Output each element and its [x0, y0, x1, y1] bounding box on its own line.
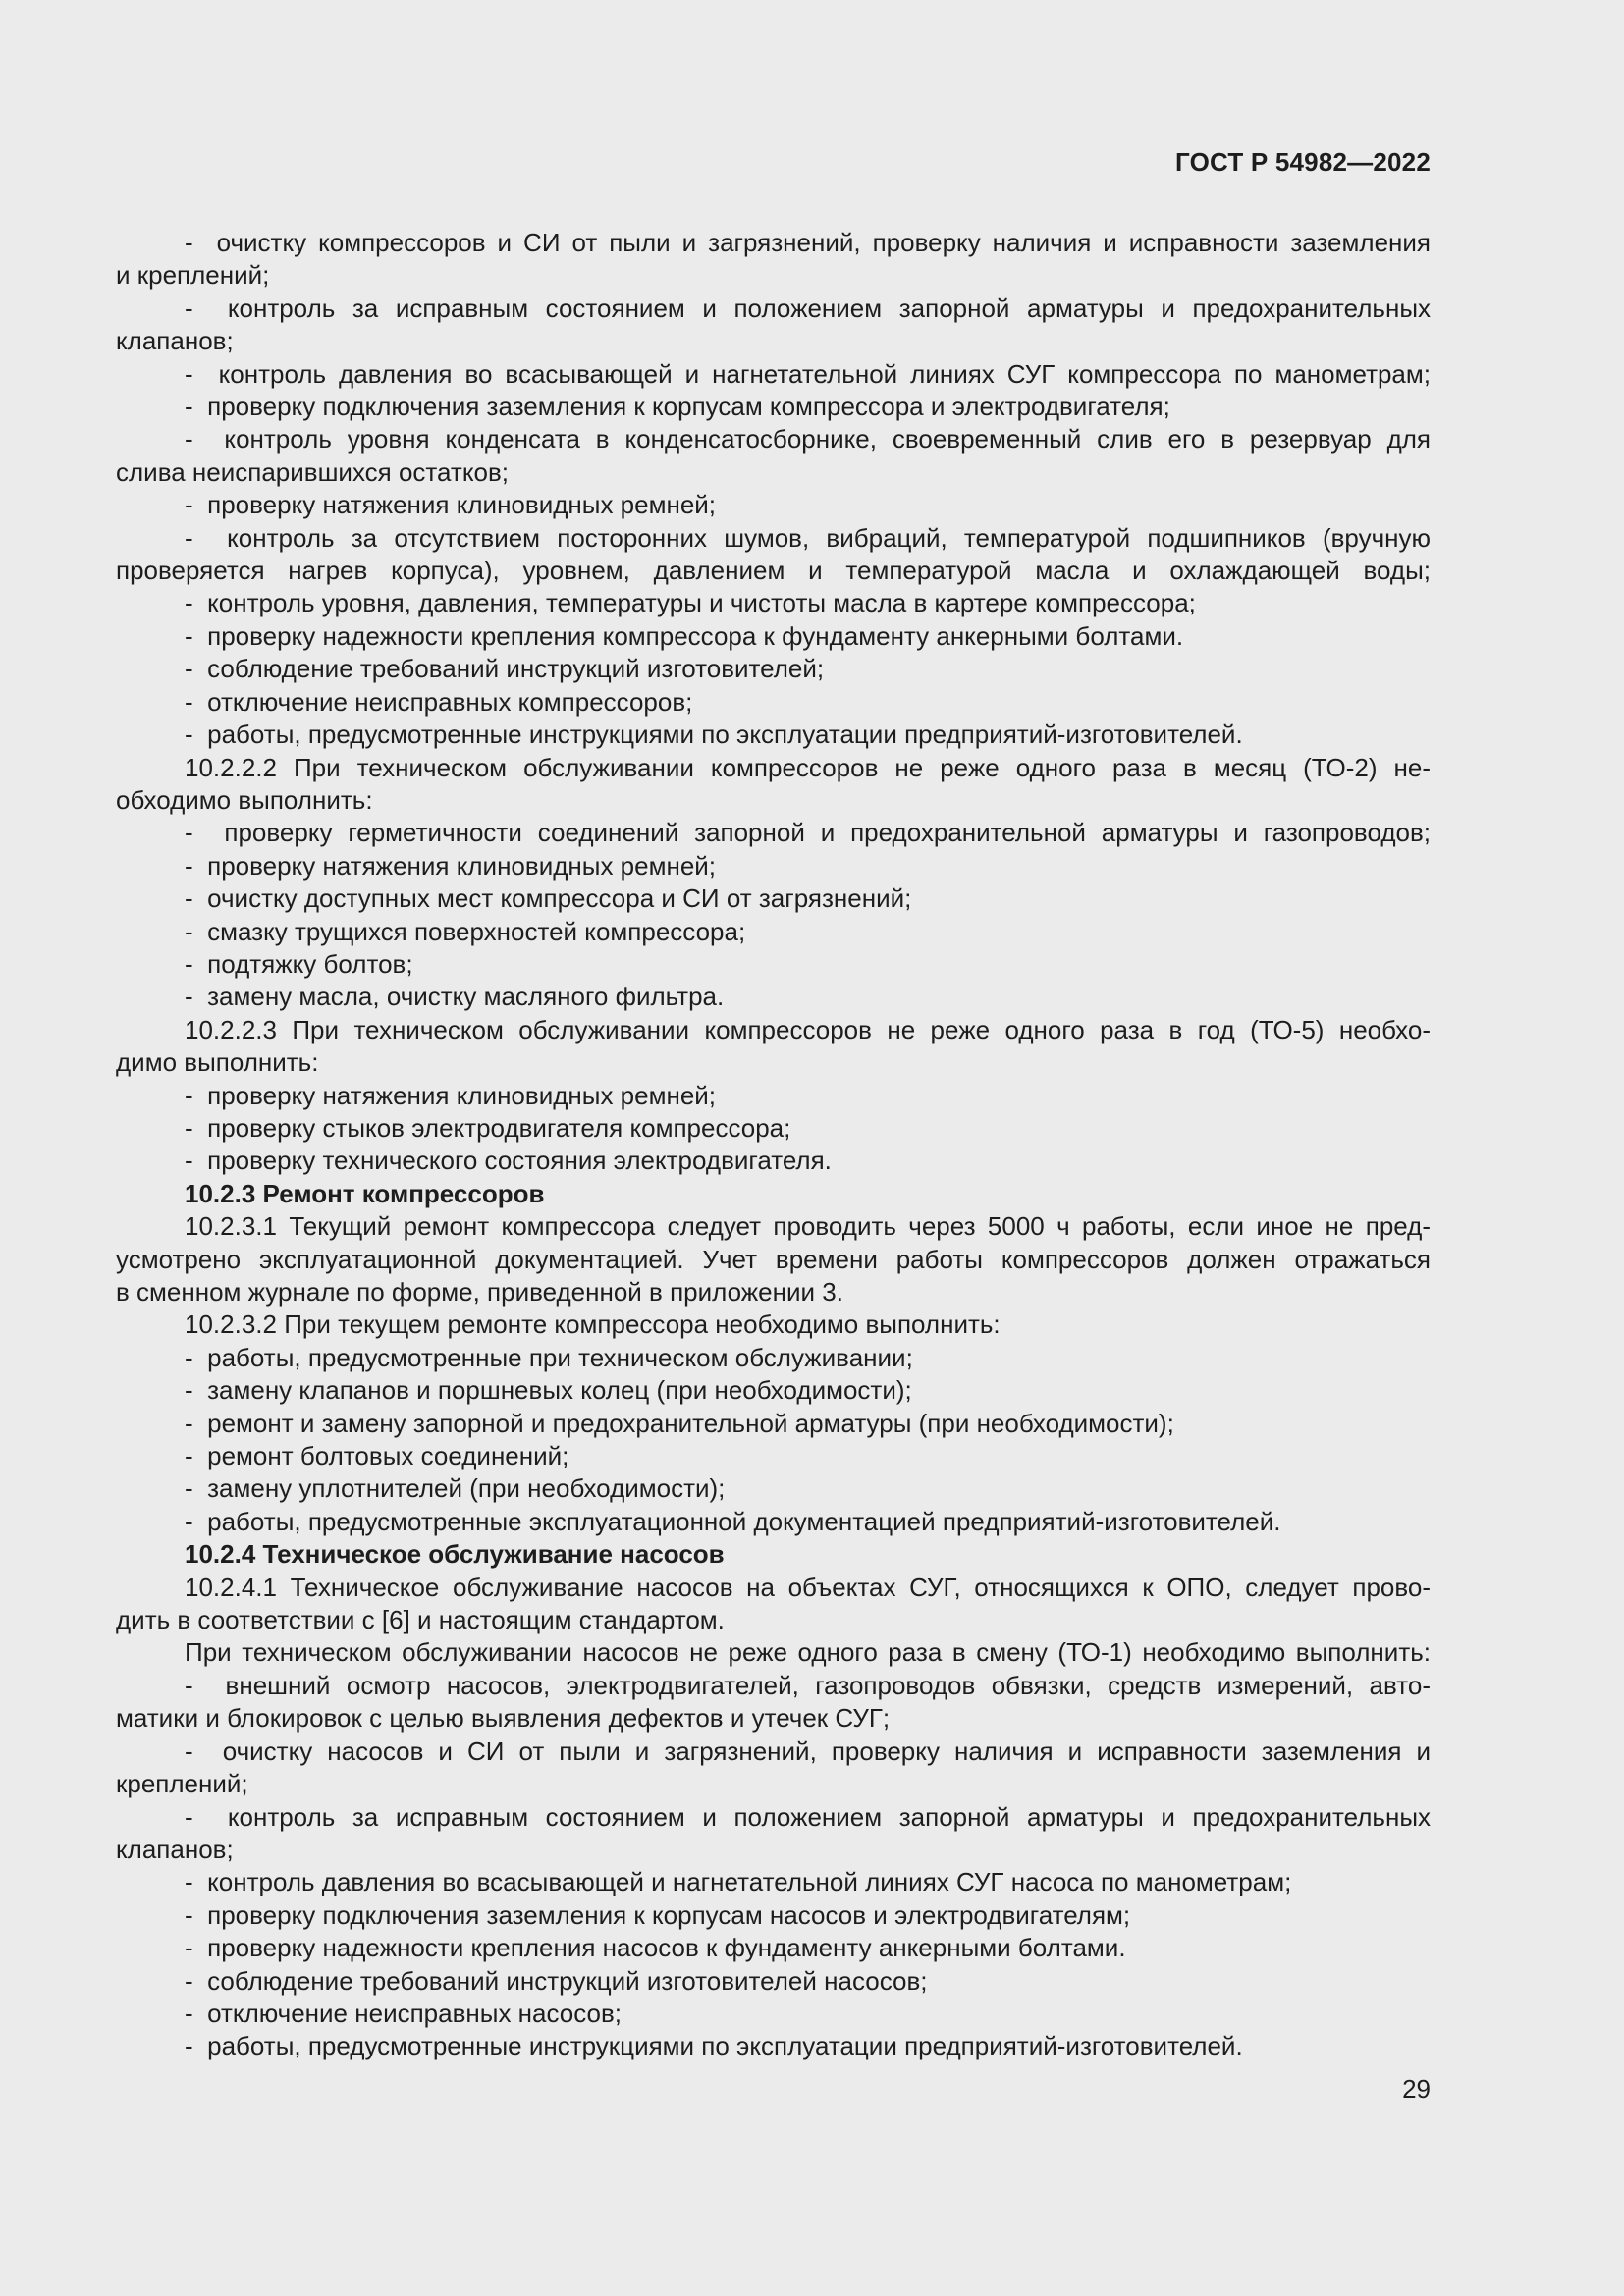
list-item-line: - проверку натяжения клиновидных ремней; [116, 850, 1431, 882]
text-line: усмотрено эксплуатационной документацией. Учет времени работы компрессоров должен отражаться [116, 1244, 1431, 1274]
list-item-line: - соблюдение требований инструкций изготовителей; [116, 653, 1431, 685]
text-line: слива неиспарившихся остатков; [116, 456, 510, 487]
list-item-line: - отключение неисправных компрессоров; [116, 686, 1431, 719]
text-line: 10.2.3.1 Текущий ремонт компрессора следует проводить через 5000 ч работы, если иное не пред- [185, 1211, 1431, 1242]
text-line: креплений; [116, 1769, 248, 1799]
list-item-line: - замену уплотнителей (при необходимости); [116, 1472, 1431, 1505]
page-number: 29 [1402, 2074, 1431, 2104]
text-line: и креплений; [116, 260, 270, 291]
list-item-line: - работы, предусмотренные при техническом обслуживании; [116, 1342, 1431, 1374]
text-line: димо выполнить: [116, 1047, 319, 1078]
list-item-line: - проверку подключения заземления к корпусам компрессора и электродвигателя; [116, 391, 1431, 423]
list-item-line: - работы, предусмотренные инструкциями по эксплуатации предприятий-изготовителей. [116, 2030, 1431, 2062]
list-item-line: - подтяжку болтов; [116, 948, 1431, 981]
list-item-line: - проверку герметичности соединений запорной и предохранительной арматуры и газопроводов; [116, 817, 1431, 849]
list-item-line: - контроль уровня, давления, температуры и чистоты масла в картере компрессора; [116, 587, 1431, 619]
list-item-line: - проверку натяжения клиновидных ремней; [116, 1080, 1431, 1112]
list-item-line: - очистку насосов и СИ от пыли и загрязнений, проверку наличия и исправности заземления и [116, 1735, 1431, 1768]
text-line: 10.2.4.1 Техническое обслуживание насосов на объектах СУГ, относящихся к ОПО, следует прово- [185, 1572, 1431, 1602]
text-line: матики и блокировок с целью выявления дефектов и утечек СУГ; [116, 1703, 891, 1734]
list-item-line: - ремонт и замену запорной и предохранительной арматуры (при необходимости); [116, 1408, 1431, 1440]
list-item-line: - смазку трущихся поверхностей компрессора; [116, 916, 1431, 948]
text-line: 10.2.3.2 При текущем ремонте компрессора необходимо выполнить: [185, 1309, 1001, 1340]
list-item-line: - контроль за исправным состоянием и положением запорной арматуры и предохранительных [116, 1801, 1431, 1834]
list-item-line: - контроль за исправным состоянием и положением запорной арматуры и предохранительных [116, 293, 1431, 325]
list-item-line: - очистку компрессоров и СИ от пыли и загрязнений, проверку наличия и исправности заземления [116, 227, 1431, 259]
text-line: клапанов; [116, 326, 234, 356]
list-item-line: - внешний осмотр насосов, электродвигателей, газопроводов обвязки, средств измерений, авто- [116, 1670, 1431, 1702]
document-code-header: ГОСТ Р 54982—2022 [1175, 147, 1431, 177]
text-line: проверяется нагрев корпуса), уровнем, давлением и температурой масла и охлаждающей воды; [116, 556, 1431, 586]
text-line: клапанов; [116, 1834, 234, 1864]
list-item-line: - замену клапанов и поршневых колец (при необходимости); [116, 1374, 1431, 1407]
section-heading: 10.2.4 Техническое обслуживание насосов [185, 1539, 725, 1570]
list-item-line: - проверку технического состояния электродвигателя. [116, 1145, 1431, 1177]
list-item-line: - контроль уровня конденсата в конденсатосборнике, своевременный слив его в резервуар для [116, 423, 1431, 455]
text-line: 10.2.2.3 При техническом обслуживании компрессоров не реже одного раза в год (ТО-5) необхо- [185, 1014, 1431, 1044]
list-item-line: - очистку доступных мест компрессора и СИ от загрязнений; [116, 882, 1431, 915]
list-item-line: - проверку стыков электродвигателя компрессора; [116, 1112, 1431, 1145]
section-heading: 10.2.3 Ремонт компрессоров [185, 1178, 545, 1208]
list-item-line: - проверку надежности крепления компрессора к фундаменту анкерными болтами. [116, 620, 1431, 653]
list-item-line: - ремонт болтовых соединений; [116, 1440, 1431, 1472]
list-item-line: - соблюдение требований инструкций изготовителей насосов; [116, 1965, 1431, 1998]
text-line: 10.2.2.2 При техническом обслуживании компрессоров не реже одного раза в месяц (ТО-2) не- [185, 752, 1431, 782]
list-item-line: - работы, предусмотренные эксплуатационной документацией предприятий-изготовителей. [116, 1506, 1431, 1538]
list-item-line: - работы, предусмотренные инструкциями по эксплуатации предприятий-изготовителей. [116, 719, 1431, 751]
list-item-line: - отключение неисправных насосов; [116, 1998, 1431, 2030]
list-item-line: - проверку надежности крепления насосов к фундаменту анкерными болтами. [116, 1932, 1431, 1964]
list-item-line: - проверку подключения заземления к корпусам насосов и электродвигателям; [116, 1899, 1431, 1932]
list-item-line: - контроль давления во всасывающей и нагнетательной линиях СУГ насоса по манометрам; [116, 1866, 1431, 1898]
document-body [116, 227, 1431, 2063]
text-line: обходимо выполнить: [116, 784, 373, 815]
text-line: При техническом обслуживании насосов не реже одного раза в смену (ТО-1) необходимо выполнить: [185, 1637, 1431, 1668]
list-item-line: - замену масла, очистку масляного фильтра. [116, 981, 1431, 1013]
list-item-line: - контроль давления во всасывающей и нагнетательной линиях СУГ компрессора по манометрам; [116, 358, 1431, 391]
list-item-line: - контроль за отсутствием посторонних шумов, вибраций, температурой подшипников (вручную [116, 522, 1431, 555]
text-line: в сменном журнале по форме, приведенной в приложении 3. [116, 1277, 843, 1307]
text-line: дить в соответствии с [6] и настоящим стандартом. [116, 1605, 725, 1635]
list-item-line: - проверку натяжения клиновидных ремней; [116, 489, 1431, 521]
